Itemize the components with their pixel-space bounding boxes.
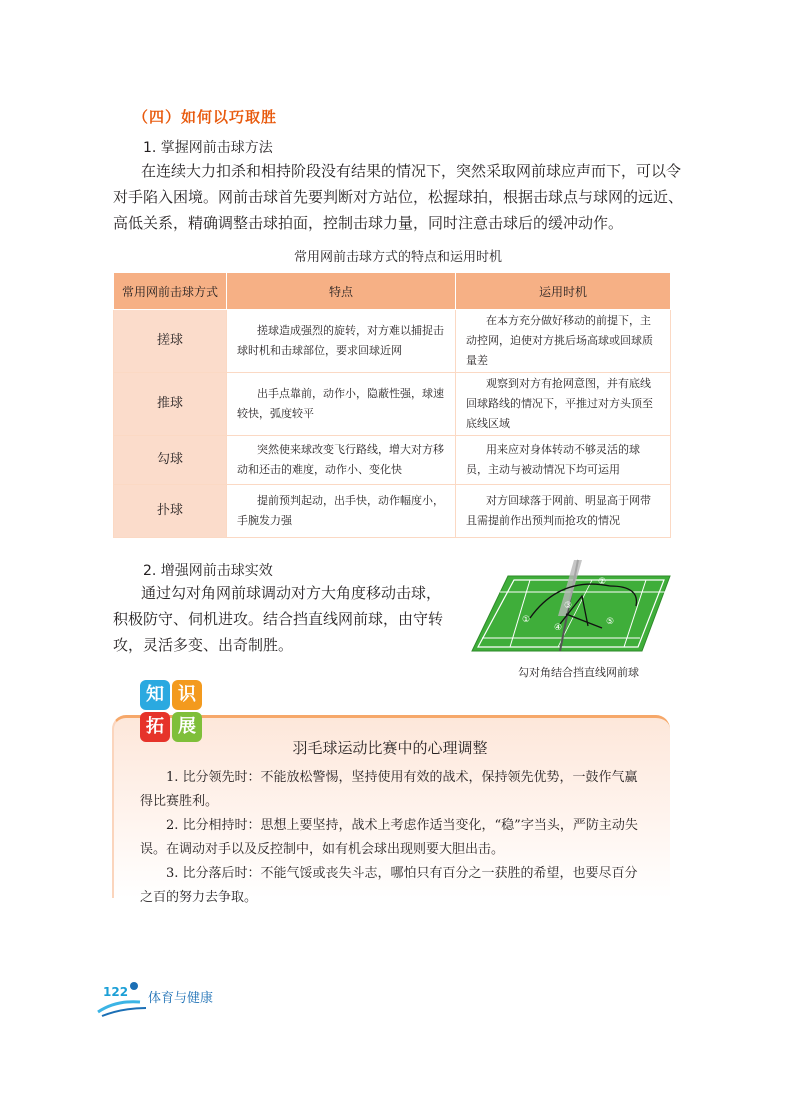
badge-char: 识 [172,680,202,710]
row-type: 扑球 [114,485,227,538]
row-feature: 出手点靠前，动作小，隐蔽性强，球速较快，弧度较平 [227,373,456,436]
extension-item: 1. 比分领先时：不能放松警惕，坚持使用有效的战术，保持领先优势，一鼓作气赢得比赛胜利。 [140,770,638,809]
row-type: 搓球 [114,310,227,373]
table-row [114,485,671,538]
header-method: 常用网前击球方式 [114,273,227,310]
extension-item: 2. 比分相持时：思想上要坚持，战术上考虑作适当变化，“稳”字当头，严防主动失误。在调动对手以及反控制中，如有机会球出现则要大胆出击。 [140,818,638,857]
row-timing: 用来应对身体转动不够灵活的球员，主动与被动情况下均可运用 [456,436,671,485]
table-row [114,436,671,485]
row-timing: 对方回球落于网前、明显高于网带且需提前作出预判而抢攻的情况 [456,485,671,538]
extension-item: 3. 比分落后时：不能气馁或丧失斗志，哪怕只有百分之一获胜的希望，也要尽百分之百的努力去争取。 [140,866,638,905]
row-type: 勾球 [114,436,227,485]
page-number: 122 [103,985,129,999]
table-row [114,373,671,436]
court-label-4: ④ [554,623,563,633]
figure-caption: 勾对角结合挡直线网前球 [518,666,639,679]
row-timing: 观察到对方有抢网意图，并有底线回球路线的情况下，平推过对方头顶至底线区域 [456,373,671,436]
subtitle-net-shot-effect: 2. 增强网前击球实效 [143,563,273,579]
book-name: 体育与健康 [148,991,214,1006]
court-label-3: ③ [564,601,573,611]
knowledge-extension-badge [140,680,202,742]
badge-char: 知 [140,680,170,710]
subtitle-net-shot-method: 1. 掌握网前击球方法 [143,140,273,156]
court-label-2: ② [598,577,607,587]
paragraph-net-shot: 在连续大力扣杀和相持阶段没有结果的情况下，突然采取网前球应声而下，可以令对手陷入困境。网前击球首先要判断对方站位，松握球拍，根据击球点与球网的远近、高低关系，精确调整击球拍面，控制击球力量，同时注意击球后的缓冲动作。 [113,162,684,232]
row-feature: 突然使来球改变飞行路线，增大对方移动和还击的难度，动作小、变化快 [227,436,456,485]
table-row [114,310,671,373]
table-header-row [114,273,671,310]
header-timing: 运用时机 [456,273,671,310]
net-shot-table [113,272,671,538]
row-feature: 提前预判起动，出手快，动作幅度小，手腕发力强 [227,485,456,538]
table-title: 常用网前击球方式的特点和运用时机 [293,250,502,265]
row-feature: 搓球造成强烈的旋转，对方难以捕捉击球时机和击球部位，要求回球近网 [227,310,456,373]
paragraph-net-shot-effect: 通过勾对角网前球调动对方大角度移动击球，积极防守、伺机进攻。结合挡直线网前球，由守转攻，灵活多变、出奇制胜。 [113,584,444,654]
court-label-5: ⑤ [606,617,615,627]
header-feature: 特点 [227,273,456,310]
row-timing: 在本方充分做好移动的前提下，主动控网，迫使对方挑后场高球或回球质量差 [456,310,671,373]
row-type: 推球 [114,373,227,436]
badminton-court-diagram [470,556,680,656]
badge-char: 展 [172,712,202,742]
extension-title: 羽毛球运动比赛中的心理调整 [292,739,488,757]
badge-char: 拓 [140,712,170,742]
court-label-1: ① [522,615,531,625]
section-title: （四）如何以巧取胜 [133,108,278,126]
